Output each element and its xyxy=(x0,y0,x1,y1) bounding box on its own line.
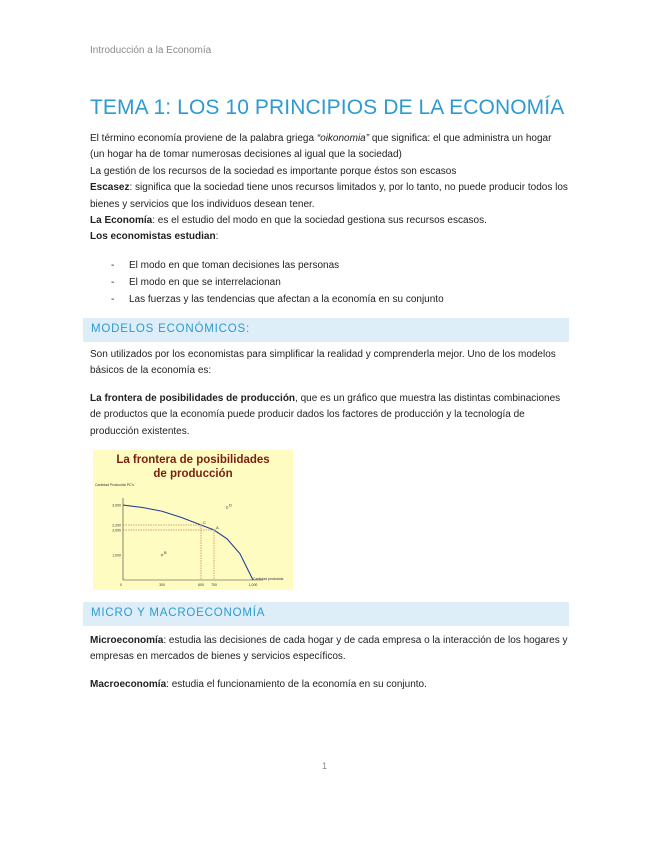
y-tick-label: 3,000 xyxy=(112,503,121,508)
study-list xyxy=(90,258,560,308)
intro-text-b: que significa: el que administra un hogar (un hogar ha de tomar numerosas decisiones al igual que la sociedad) xyxy=(90,133,552,161)
list-item-text: El modo en que toman decisiones las personas xyxy=(129,260,340,271)
point-A xyxy=(213,529,215,531)
x-tick-label: 700 xyxy=(211,583,217,587)
dash-marker: - xyxy=(111,276,115,288)
section-heading-text: MICRO Y MACROECONOMÍA xyxy=(91,607,266,619)
page-number: 1 xyxy=(322,761,328,771)
oikonomia-word: “oikonomia” xyxy=(316,133,370,144)
x-axis-label: Cantidad producida xyxy=(253,577,284,581)
intro-paragraph xyxy=(90,131,568,246)
chart-title-line-1: La frontera de posibilidades xyxy=(116,454,270,466)
frontier-paragraph xyxy=(90,391,568,440)
list-item xyxy=(90,275,560,292)
point-label-D: D xyxy=(229,502,232,508)
page-title: TEMA 1: LOS 10 PRINCIPIOS DE LA ECONOMÍA xyxy=(90,96,565,119)
section-heading-modelos xyxy=(83,318,569,342)
point-C xyxy=(200,524,202,526)
dash-marker: - xyxy=(111,260,115,271)
chart-title-line-2: de producción xyxy=(153,468,233,480)
y-axis-label: Cantidad Producida PC's xyxy=(95,483,134,487)
micro-term: Microeconomía xyxy=(90,635,164,646)
point-B xyxy=(161,554,163,556)
dash-marker: - xyxy=(111,293,115,305)
point-label-C: C xyxy=(203,520,206,525)
micro-definition: : estudia las decisiones de cada hogar y de cada empresa o la interacción de los hogares y empresas en mercados de bienes y servicios específicos. xyxy=(90,635,568,663)
ppf-chart-svg xyxy=(93,450,293,590)
frontier-term: La frontera de posibilidades de producción xyxy=(90,393,296,404)
macro-term: Macroeconomía xyxy=(90,679,167,690)
modelos-paragraph: Son utilizados por los economistas para simplificar la realidad y comprenderla mejor. Uno de los modelos básicos de la economía es: xyxy=(90,349,556,377)
point-label-B: B xyxy=(164,550,167,555)
intro-text-a: El término economía proviene de la palabra griega xyxy=(90,133,317,144)
y-tick-label: 1,000 xyxy=(112,553,121,558)
list-item xyxy=(90,258,560,275)
ppf-chart xyxy=(93,450,293,590)
list-item-text: El modo en que se interrelacionan xyxy=(129,276,281,288)
x-tick-label: 0 xyxy=(120,583,122,587)
escasez-definition: : significa que la sociedad tiene unos recursos limitados y, por lo tanto, no puede producir todos los bienes y servicios que los individuos desean tener. xyxy=(90,182,568,210)
x-tick-label: 1,000 xyxy=(248,583,258,587)
estudian-label: Los economistas estudian xyxy=(90,231,216,243)
x-tick-label: 600 xyxy=(198,583,204,587)
section-heading-micro-macro xyxy=(83,602,569,626)
escasez-term: Escasez xyxy=(90,182,130,194)
estudian-colon: : xyxy=(215,231,219,243)
list-item xyxy=(90,292,560,309)
y-tick-label: 2,200 xyxy=(112,523,121,528)
y-tick-label: 2,000 xyxy=(112,528,121,533)
ppf-curve xyxy=(123,502,253,580)
macro-paragraph xyxy=(90,677,568,693)
point-D xyxy=(226,507,228,509)
x-tick-label: 300 xyxy=(159,583,165,587)
running-header: Introducción a la Economía xyxy=(90,45,212,56)
list-item-text: Las fuerzas y las tendencias que afectan a la economía en su conjunto xyxy=(129,293,444,305)
economia-definition: : es el estudio del modo en que la sociedad gestiona sus recursos escasos. xyxy=(152,215,487,227)
scarcity-sentence: La gestión de los recursos de la sociedad es importante porque éstos son escasos xyxy=(90,165,457,177)
micro-paragraph xyxy=(90,633,568,666)
frontier-definition: , que es un gráfico que muestra las distintas combinaciones de productos que la economía puede producir dados los factores de producción y la tecnología de producción existentes. xyxy=(90,393,561,437)
section-heading-text: MODELOS ECONÓMICOS: xyxy=(91,323,250,335)
macro-definition: : estudia el funcionamiento de la economía en su conjunto. xyxy=(166,679,427,690)
economia-term: La Economía xyxy=(90,215,153,227)
point-label-A: A xyxy=(216,525,219,530)
